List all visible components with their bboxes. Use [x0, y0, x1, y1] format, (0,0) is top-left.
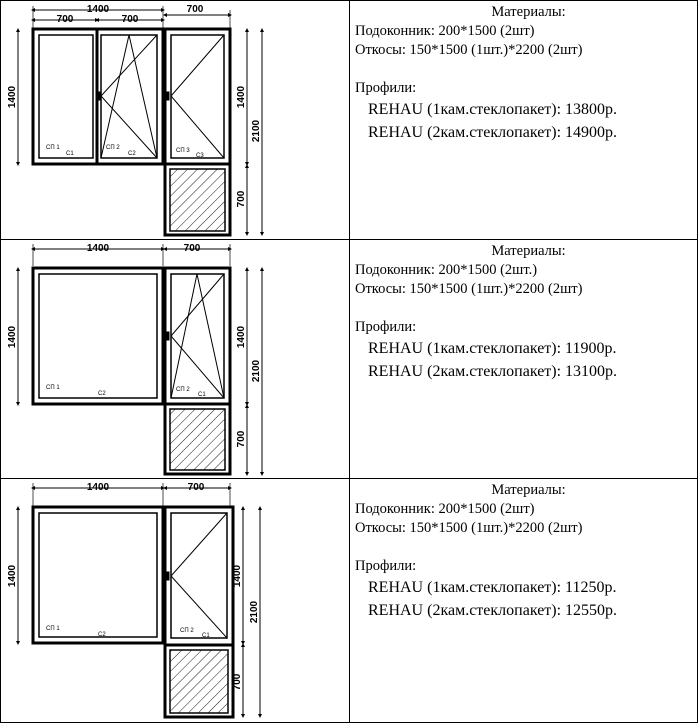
price-1-chamber: REHAU (1кам.стеклопакет): 13800р.: [368, 101, 618, 118]
materials-title: Материалы:: [491, 243, 566, 259]
price-2-chamber: REHAU (2кам.стеклопакет): 12550р.: [368, 602, 618, 619]
dim-width-mid: 700: [121, 14, 139, 25]
dim-width-door: 700: [187, 482, 205, 493]
sash-label: СП 2: [180, 628, 194, 634]
dim-width-total: 1400: [86, 482, 110, 493]
sash-label: С1: [66, 151, 74, 157]
dim-panel-height: 700: [236, 190, 247, 208]
price-2-chamber: REHAU (2кам.стеклопакет): 14900р.: [368, 124, 618, 141]
sash-label: С2: [98, 632, 106, 638]
dim-width-total: 1400: [86, 4, 110, 15]
window-drawing-2: [18, 244, 262, 474]
sash-label: СП 1: [46, 145, 60, 151]
sash-label: С3: [196, 153, 204, 159]
dim-width-total: 1400: [86, 243, 110, 254]
sash-label: СП 2: [106, 145, 120, 151]
sash-label: СП 1: [46, 385, 60, 391]
sash-label: С1: [202, 633, 210, 639]
sill-spec: Подоконник: 200*1500 (2шт): [355, 501, 535, 517]
materials-title: Материалы:: [491, 4, 566, 20]
sash-label: СП 3: [176, 148, 190, 154]
sash-label: СП 2: [176, 387, 190, 393]
dim-window-height: 1400: [7, 325, 18, 349]
profiles-title: Профили:: [355, 319, 417, 335]
dim-width-door: 700: [186, 4, 204, 15]
sash-label: С2: [98, 391, 106, 397]
slopes-spec: Откосы: 150*1500 (1шт.)*2200 (2шт): [355, 520, 583, 536]
sash-label: СП 1: [46, 626, 60, 632]
dim-total-height: 2100: [249, 600, 260, 624]
sash-label: С2: [128, 151, 136, 157]
dim-door-height: 1400: [236, 85, 247, 109]
window-drawing-3: [18, 483, 260, 717]
slopes-spec: Откосы: 150*1500 (1шт.)*2200 (2шт): [355, 42, 583, 58]
materials-cell-2: [349, 242, 698, 383]
dim-window-height: 1400: [7, 85, 18, 109]
dim-width-left: 700: [56, 14, 74, 25]
sill-spec: Подоконник: 200*1500 (2шт.): [355, 262, 538, 278]
dim-door-height: 1400: [232, 564, 243, 588]
profiles-title: Профили:: [355, 558, 417, 574]
dim-total-height: 2100: [251, 359, 262, 383]
slopes-spec: Откосы: 150*1500 (1шт.)*2200 (2шт): [355, 281, 583, 297]
dim-panel-height: 700: [236, 430, 247, 448]
dim-width-door: 700: [183, 243, 201, 254]
window-drawing-1: [18, 6, 262, 235]
sash-label: С1: [198, 392, 206, 398]
sill-spec: Подоконник: 200*1500 (2шт): [355, 23, 535, 39]
materials-cell-1: [349, 3, 698, 144]
price-1-chamber: REHAU (1кам.стеклопакет): 11250р.: [368, 579, 617, 596]
dim-total-height: 2100: [251, 119, 262, 143]
dim-door-height: 1400: [236, 325, 247, 349]
materials-title: Материалы:: [491, 482, 566, 498]
dim-panel-height: 700: [232, 673, 243, 691]
dim-window-height: 1400: [7, 564, 18, 588]
price-1-chamber: REHAU (1кам.стеклопакет): 11900р.: [368, 340, 617, 357]
materials-cell-3: [349, 481, 698, 622]
price-2-chamber: REHAU (2кам.стеклопакет): 13100р.: [368, 363, 618, 380]
profiles-title: Профили:: [355, 80, 417, 96]
